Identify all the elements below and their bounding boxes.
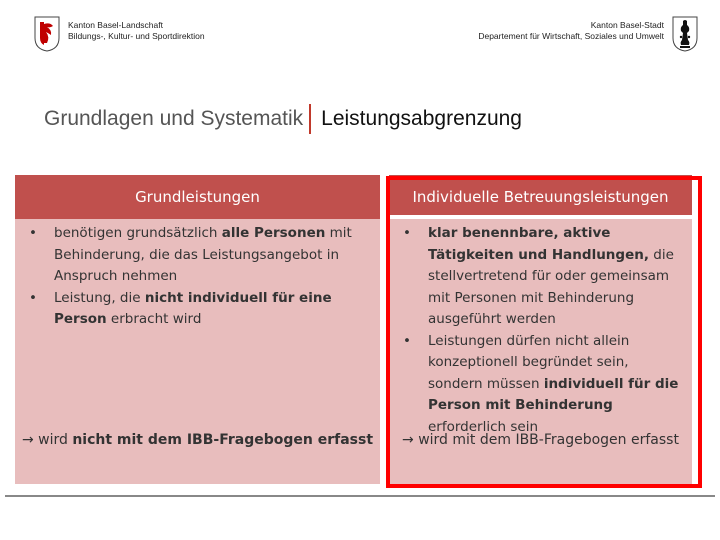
header-right-canton: Kanton Basel-Stadt (590, 20, 664, 30)
list-item: • benötigen grundsätzlich alle Personen mit Behinderung, die das Leistungsangebot in Anspruch nehmen (29, 223, 370, 288)
page-title (44, 103, 522, 135)
bottom-divider (5, 495, 715, 497)
header-right-department: Departement für Wirtschaft, Soziales und Umwelt (478, 31, 664, 41)
title-divider (309, 104, 311, 134)
header-left (34, 16, 205, 52)
grundleistungen-heading: Grundleistungen (15, 175, 380, 219)
list-item: • klar benennbare, aktive Tätigkeiten und Handlungen, die stellvertretend für oder gemeinsam mit Personen mit Behinderung ausgeführt werden (403, 223, 682, 331)
grundleistungen-panel (15, 219, 380, 484)
basel-stadt-crest-icon (672, 16, 698, 52)
grundleistungen-footer: → wird nicht mit dem IBB-Fragebogen erfasst (21, 432, 374, 448)
header-left-text (68, 20, 205, 42)
betreuungsleistungen-bullet-list (389, 219, 692, 438)
header-left-department: Bildungs-, Kultur- und Sportdirektion (68, 31, 205, 41)
betreuungsleistungen-panel (389, 219, 692, 484)
betreuungsleistungen-heading: Individuelle Betreuungsleistungen (389, 175, 692, 219)
header-right-text (478, 20, 664, 42)
grundleistungen-bullet-list (15, 219, 380, 331)
list-item: • Leistung, die nicht individuell für eine Person erbracht wird (29, 288, 370, 331)
title-part-abgrenzung: Leistungsabgrenzung (321, 107, 522, 130)
heading-separator (389, 215, 692, 219)
title-part-systematik: Grundlagen und Systematik (44, 107, 304, 130)
header-right (478, 16, 698, 52)
betreuungsleistungen-footer: → wird mit dem IBB-Fragebogen erfasst (402, 432, 679, 448)
list-item: • Leistungen dürfen nicht allein konzeptionell begründet sein, sondern müssen individuell für die Person mit Behinderung erforderlich sein (403, 331, 682, 439)
basel-landschaft-crest-icon (34, 16, 60, 52)
header-left-canton: Kanton Basel-Landschaft (68, 20, 163, 30)
